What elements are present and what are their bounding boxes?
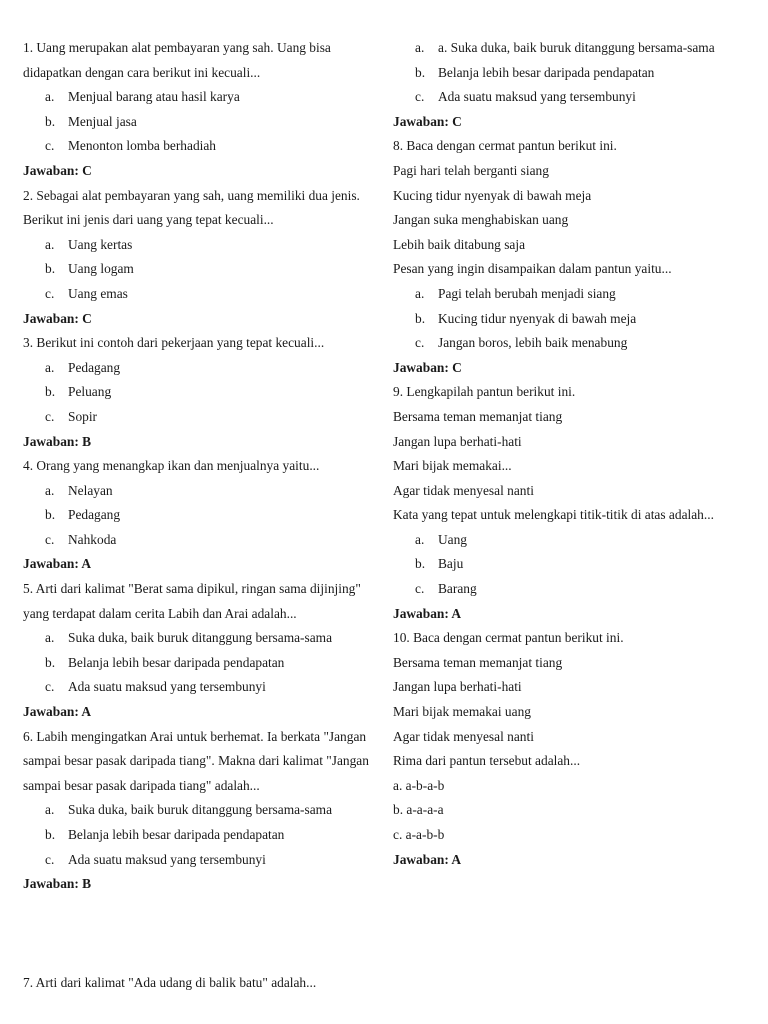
answer-key: Jawaban: C	[23, 310, 92, 326]
answer-option	[23, 233, 383, 258]
option-letter: a.	[415, 40, 425, 55]
answer-option	[23, 85, 383, 110]
option-text: Uang kertas	[68, 236, 133, 252]
answer-option	[393, 61, 753, 86]
option-text: Ada suatu maksud yang tersembunyi	[68, 851, 266, 867]
option-text: Kucing tidur nyenyak di bawah meja	[438, 310, 637, 326]
answer-option	[23, 405, 383, 430]
option-text: Belanja lebih besar daripada pendapatan	[68, 827, 285, 842]
option-text: Jangan boros, lebih baik menabung	[438, 335, 628, 351]
option-text: Sopir	[68, 408, 98, 424]
answer-option	[23, 798, 383, 823]
question-text: Kata yang tepat untuk melengkapi titik-titik di atas adalah...	[393, 507, 714, 523]
option-text: a. Suka duka, baik buruk ditanggung bersama-sama	[438, 40, 715, 55]
option-text: Menjual barang atau hasil karya	[68, 89, 240, 105]
option-letter: a.	[415, 531, 425, 547]
answer-key: Jawaban: A	[23, 704, 92, 720]
answer-option	[23, 380, 383, 405]
option-letter: c.	[45, 285, 55, 301]
option-text: Menonton lomba berhadiah	[68, 138, 217, 154]
answer-key: Jawaban: C	[23, 162, 92, 178]
answer-option	[393, 528, 753, 553]
answer-key: Jawaban: C	[393, 113, 462, 129]
answer-option	[23, 848, 383, 873]
option-letter: a.	[415, 285, 425, 301]
option-text: Suka duka, baik buruk ditanggung bersama-sama	[68, 802, 333, 818]
option-text: Uang emas	[68, 285, 128, 301]
right-column	[393, 36, 753, 872]
option-letter: b.	[45, 654, 56, 670]
answer-key: Jawaban: A	[393, 605, 462, 621]
answer-option	[23, 503, 383, 528]
left-column	[23, 36, 383, 995]
question-text: 5. Arti dari kalimat "Berat sama dipikul, ringan sama dijinjing"	[23, 581, 361, 597]
question-text: 10. Baca dengan cermat pantun berikut ini.	[393, 630, 624, 646]
option-text: Pedagang	[68, 507, 121, 523]
answer-option	[23, 626, 383, 651]
question-text: Mari bijak memakai uang	[393, 704, 531, 720]
option-text: Menjual jasa	[68, 113, 137, 129]
answer-option	[393, 307, 753, 332]
option-letter: b.	[415, 310, 426, 326]
option-letter: a.	[45, 89, 55, 105]
page-gap	[23, 897, 383, 971]
answer-key: Jawaban: B	[23, 876, 92, 892]
question-text: 2. Sebagai alat pembayaran yang sah, uang memiliki dua jenis.	[23, 187, 360, 203]
option-letter: a.	[45, 482, 55, 498]
answer-key: Jawaban: C	[393, 359, 462, 375]
answer-option	[393, 85, 753, 110]
answer-key: Jawaban: B	[23, 433, 92, 449]
question-text: 4. Orang yang menangkap ikan dan menjualnya yaitu...	[23, 458, 320, 474]
option-letter: c.	[45, 138, 55, 154]
question-text: Pagi hari telah berganti siang	[393, 162, 549, 178]
question-text: 6. Labih mengingatkan Arai untuk berhemat. Ia berkata "Jangan	[23, 728, 367, 744]
option-letter: c.	[415, 581, 425, 597]
question-text: Berikut ini jenis dari uang yang tepat kecuali...	[23, 212, 274, 228]
option-letter: a.	[45, 802, 55, 818]
question-text: Pesan yang ingin disampaikan dalam pantun yaitu...	[393, 261, 672, 277]
question-text: Jangan lupa berhati-hati	[393, 679, 522, 695]
option-letter: a.	[45, 630, 55, 646]
question-text: 1. Uang merupakan alat pembayaran yang sah. Uang bisa	[23, 40, 331, 55]
option-letter: c.	[45, 679, 55, 695]
answer-key: Jawaban: A	[23, 556, 92, 572]
question-text: Mari bijak memakai...	[393, 458, 512, 474]
question-text: Agar tidak menyesal nanti	[393, 482, 534, 498]
question-text: 7. Arti dari kalimat "Ada udang di balik batu" adalah...	[23, 974, 317, 990]
question-text: Jangan suka menghabiskan uang	[393, 212, 569, 228]
option-letter: c.	[45, 531, 55, 547]
option-letter: a.	[45, 236, 55, 252]
option-text: Ada suatu maksud yang tersembunyi	[68, 679, 266, 695]
answer-option	[23, 134, 383, 159]
option-text: Uang	[438, 531, 468, 547]
question-text: Bersama teman memanjat tiang	[393, 654, 563, 670]
question-text: Agar tidak menyesal nanti	[393, 728, 534, 744]
option-text: Belanja lebih besar daripada pendapatan	[438, 64, 655, 80]
option-letter: b.	[45, 827, 56, 842]
option-letter: c.	[45, 851, 55, 867]
option-letter: c.	[415, 89, 425, 105]
question-text: Kucing tidur nyenyak di bawah meja	[393, 187, 592, 203]
option-letter: b.	[415, 64, 426, 80]
question-text: 8. Baca dengan cermat pantun berikut ini.	[393, 138, 617, 154]
question-text: Bersama teman memanjat tiang	[393, 408, 563, 424]
answer-option	[23, 528, 383, 553]
option-letter: b.	[415, 556, 426, 572]
option-letter: a.	[45, 359, 55, 375]
answer-key: Jawaban: A	[393, 851, 462, 867]
option-text: Barang	[438, 581, 477, 597]
option-text: Suka duka, baik buruk ditanggung bersama-sama	[68, 630, 333, 646]
option-letter: b.	[45, 113, 56, 129]
option-letter: b.	[45, 384, 56, 400]
answer-option	[23, 675, 383, 700]
option-letter: b.	[45, 507, 56, 523]
question-text: 9. Lengkapilah pantun berikut ini.	[393, 384, 576, 400]
answer-option	[23, 257, 383, 282]
answer-option	[23, 651, 383, 676]
option-text: Pedagang	[68, 359, 121, 375]
answer-option	[23, 356, 383, 381]
question-text: sampai besar pasak daripada tiang". Makna dari kalimat "Jangan	[23, 753, 369, 769]
answer-option	[393, 577, 753, 602]
answer-option	[393, 282, 753, 307]
answer-option	[393, 552, 753, 577]
answer-option	[23, 282, 383, 307]
option-letter: b.	[45, 261, 56, 277]
answer-option	[393, 36, 753, 61]
question-text: b. a-a-a-a	[393, 802, 444, 818]
question-text: Rima dari pantun tersebut adalah...	[393, 753, 581, 769]
option-text: Ada suatu maksud yang tersembunyi	[438, 89, 636, 105]
option-text: Pagi telah berubah menjadi siang	[438, 285, 616, 301]
option-text: Belanja lebih besar daripada pendapatan	[68, 654, 285, 670]
question-text: sampai besar pasak daripada tiang" adalah...	[23, 777, 260, 793]
option-text: Nelayan	[68, 482, 113, 498]
question-text: Lebih baik ditabung saja	[393, 236, 526, 252]
answer-option	[393, 331, 753, 356]
question-text: c. a-a-b-b	[393, 827, 445, 842]
option-text: Baju	[438, 556, 464, 572]
question-text: didapatkan dengan cara berikut ini kecuali...	[23, 64, 261, 80]
question-text: a. a-b-a-b	[393, 777, 445, 793]
option-text: Nahkoda	[68, 531, 117, 547]
option-letter: c.	[45, 408, 55, 424]
option-text: Peluang	[68, 384, 112, 400]
answer-option	[23, 110, 383, 135]
answer-option	[23, 479, 383, 504]
option-text: Uang logam	[68, 261, 134, 277]
question-text: 3. Berikut ini contoh dari pekerjaan yang tepat kecuali...	[23, 335, 325, 351]
question-text: Jangan lupa berhati-hati	[393, 433, 522, 449]
answer-option	[23, 823, 383, 848]
question-text: yang terdapat dalam cerita Labih dan Arai adalah...	[23, 605, 297, 621]
option-letter: c.	[415, 335, 425, 351]
